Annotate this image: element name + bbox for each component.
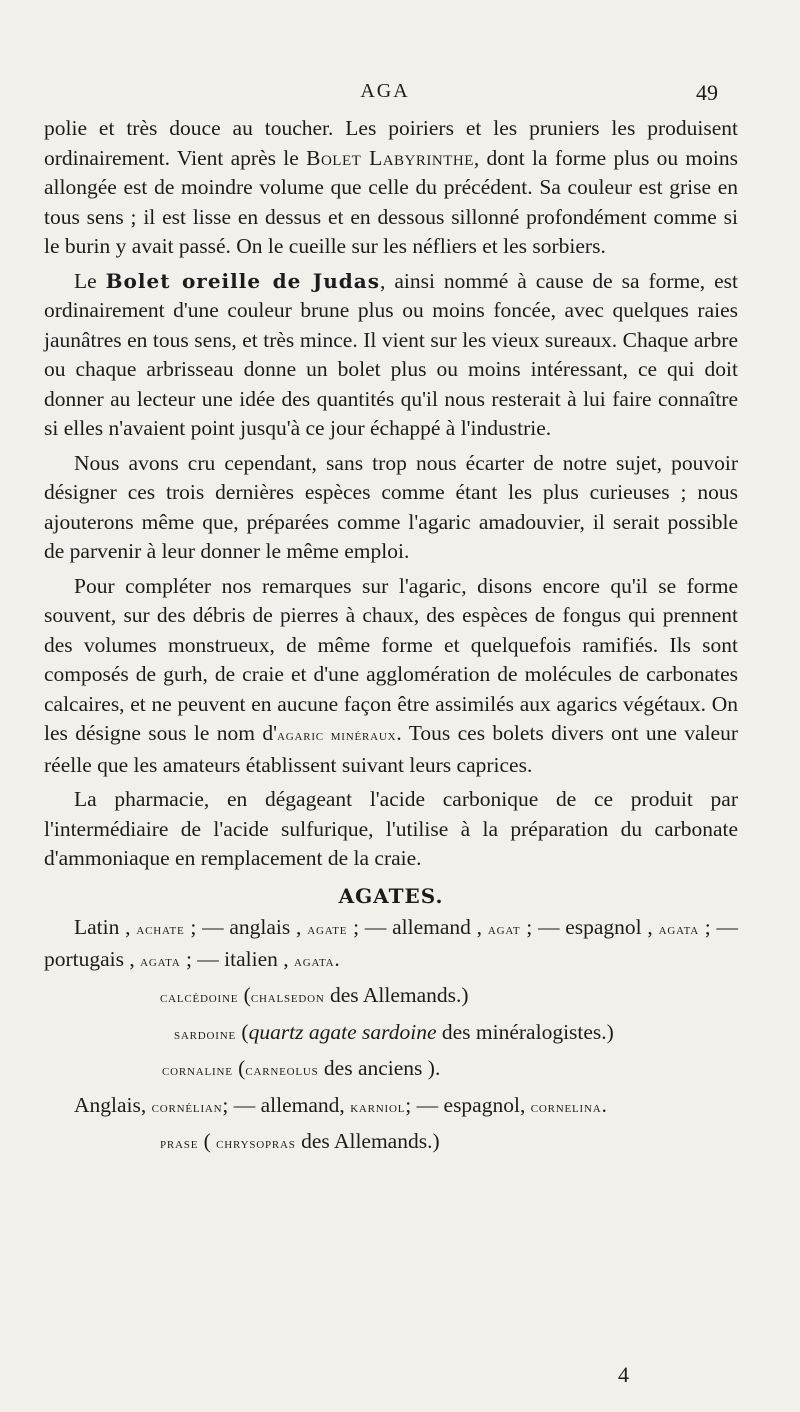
paragraph-text: Le	[74, 268, 97, 293]
variety-cornaline	[44, 1054, 738, 1086]
paragraph-pharmacie	[44, 785, 738, 874]
punctuation: (	[236, 1019, 249, 1044]
section-title-agates: AGATES.	[338, 883, 444, 908]
paragraph-text: . Tous ces bolets divers ont une valeur réelle que les amateurs établissent suivant leurs caprices.	[44, 721, 739, 777]
term-agaric-mineraux: agaric minéraux	[276, 727, 397, 744]
language-label: ; — espagnol ,	[520, 915, 653, 939]
punctuation: (	[198, 1129, 217, 1153]
page-number: 49	[696, 80, 718, 105]
variety-calcedoine	[44, 981, 738, 1013]
term-bolet-labyrinthe: Bolet Labyrinthe	[306, 145, 474, 170]
name-italien: agata	[294, 952, 335, 970]
paragraph-agaric-mineraux	[44, 572, 738, 781]
name-allemand: karniol	[350, 1098, 406, 1116]
language-label: ; — espagnol,	[405, 1092, 526, 1117]
language-label: Latin ,	[74, 915, 131, 939]
variety-prase	[44, 1127, 738, 1159]
name-espagnol: cornelina	[530, 1098, 602, 1116]
language-label: ; — allemand,	[222, 1092, 345, 1117]
variety-synonym: carneolus	[245, 1062, 319, 1079]
name-anglais: cornélian	[151, 1098, 223, 1116]
paragraph-text: Pour compléter nos remarques sur l'agaric, disons encore qu'il se forme souvent, sur des débris de pierres à chaux, des espèces de fongus qui prennent des volumes monstrueux, de même forme et quelquefois ramifiés. Ils sont composés de gurh, de craie et d'une agglomération de molécules de carbonates calcaires, et ne peuvent en aucune façon être assimilés aux agarics végétaux. On les désigne sous le nom d'	[44, 573, 738, 745]
variety-description: des Allemands.)	[324, 983, 469, 1007]
paragraph-bolet-oreille-de-judas	[44, 267, 738, 444]
agate-names-line	[44, 913, 738, 976]
variety-synonym: chalsedon	[250, 989, 325, 1006]
language-label: ; — allemand ,	[347, 915, 483, 939]
variety-synonym: quartz agate sardoine	[248, 1019, 437, 1044]
punctuation: (	[232, 1056, 246, 1080]
page-header	[0, 80, 800, 110]
variety-synonym: chrysopras	[216, 1135, 296, 1152]
running-title: AGA	[360, 80, 410, 102]
name-allemand: agat	[487, 921, 521, 938]
language-label: ; — italien ,	[180, 946, 289, 971]
punctuation: (	[238, 983, 251, 1007]
language-label: Anglais,	[74, 1092, 147, 1117]
variety-description: des Allemands.)	[295, 1129, 440, 1153]
language-label: ; — portugais ,	[44, 915, 739, 971]
paragraph-especes-curieuses	[44, 449, 738, 567]
name-latin: achate	[136, 921, 185, 938]
name-espagnol: agata	[658, 921, 700, 938]
variety-name: sardoine	[174, 1025, 237, 1043]
variety-sardoine	[44, 1018, 738, 1050]
variety-name: cornaline	[162, 1062, 233, 1079]
signature-mark: 4	[618, 1362, 629, 1387]
paragraph-text: Nous avons cru cependant, sans trop nous écarter de notre sujet, pouvoir désigner ces trois dernières espèces comme étant les plus curieuses ; nous ajouterons même que, préparées comme l'agaric amadouvier, il serait possible de parvenir à leur donner le même emploi.	[44, 450, 738, 563]
name-portugais: agata	[140, 952, 181, 970]
name-anglais: agate	[307, 921, 348, 938]
variety-description: des minéralogistes.)	[436, 1019, 614, 1044]
variety-name: prase	[160, 1135, 199, 1152]
paragraph-bolet-labyrinthe	[44, 114, 738, 262]
paragraph-text: La pharmacie, en dégageant l'acide carbonique de ce produit par l'intermédiaire de l'acide sulfurique, l'utilise à la préparation du carbonate d'ammoniaque en remplacement de la craie.	[44, 787, 738, 870]
punctuation: .	[601, 1092, 607, 1117]
term-bolet-oreille-de-judas: Bolet oreille de Judas	[105, 268, 381, 293]
body-text	[44, 114, 738, 1164]
punctuation: .	[334, 946, 340, 971]
paragraph-text: , ainsi nommé à cause de sa forme, est ordinairement d'une couleur brune plus ou moins foncée, avec quelques raies jaunâtres en tous sens, et très mince. Il vient sur les vieux sureaux. Chaque arbre ou chaque arbrisseau donne un bolet plus ou moins intéressant, ce qui doit donner au lecteur une idée des quantités qu'il nous resterait à lui faire connaître si elles n'avaient point jusqu'à ce jour échappé à l'industrie.	[44, 268, 738, 440]
variety-name: calcédoine	[160, 989, 239, 1006]
variety-description: des anciens ).	[318, 1056, 441, 1080]
cornaline-names-line	[44, 1091, 738, 1123]
paragraph-text: , dont la forme plus ou moins allongée est de moindre volume que celle du précédent. Sa couleur est grise en tous sens ; il est lisse en dessus et en dessous sillonné profondément comme si le burin y avait passé. On le cueille sur les néfliers et les sorbiers.	[44, 145, 738, 258]
paragraph-text: polie et très douce au toucher. Les poiriers et les pruniers les produisent ordinairement. Vient après le	[44, 116, 738, 170]
language-label: ; — anglais ,	[184, 915, 302, 939]
